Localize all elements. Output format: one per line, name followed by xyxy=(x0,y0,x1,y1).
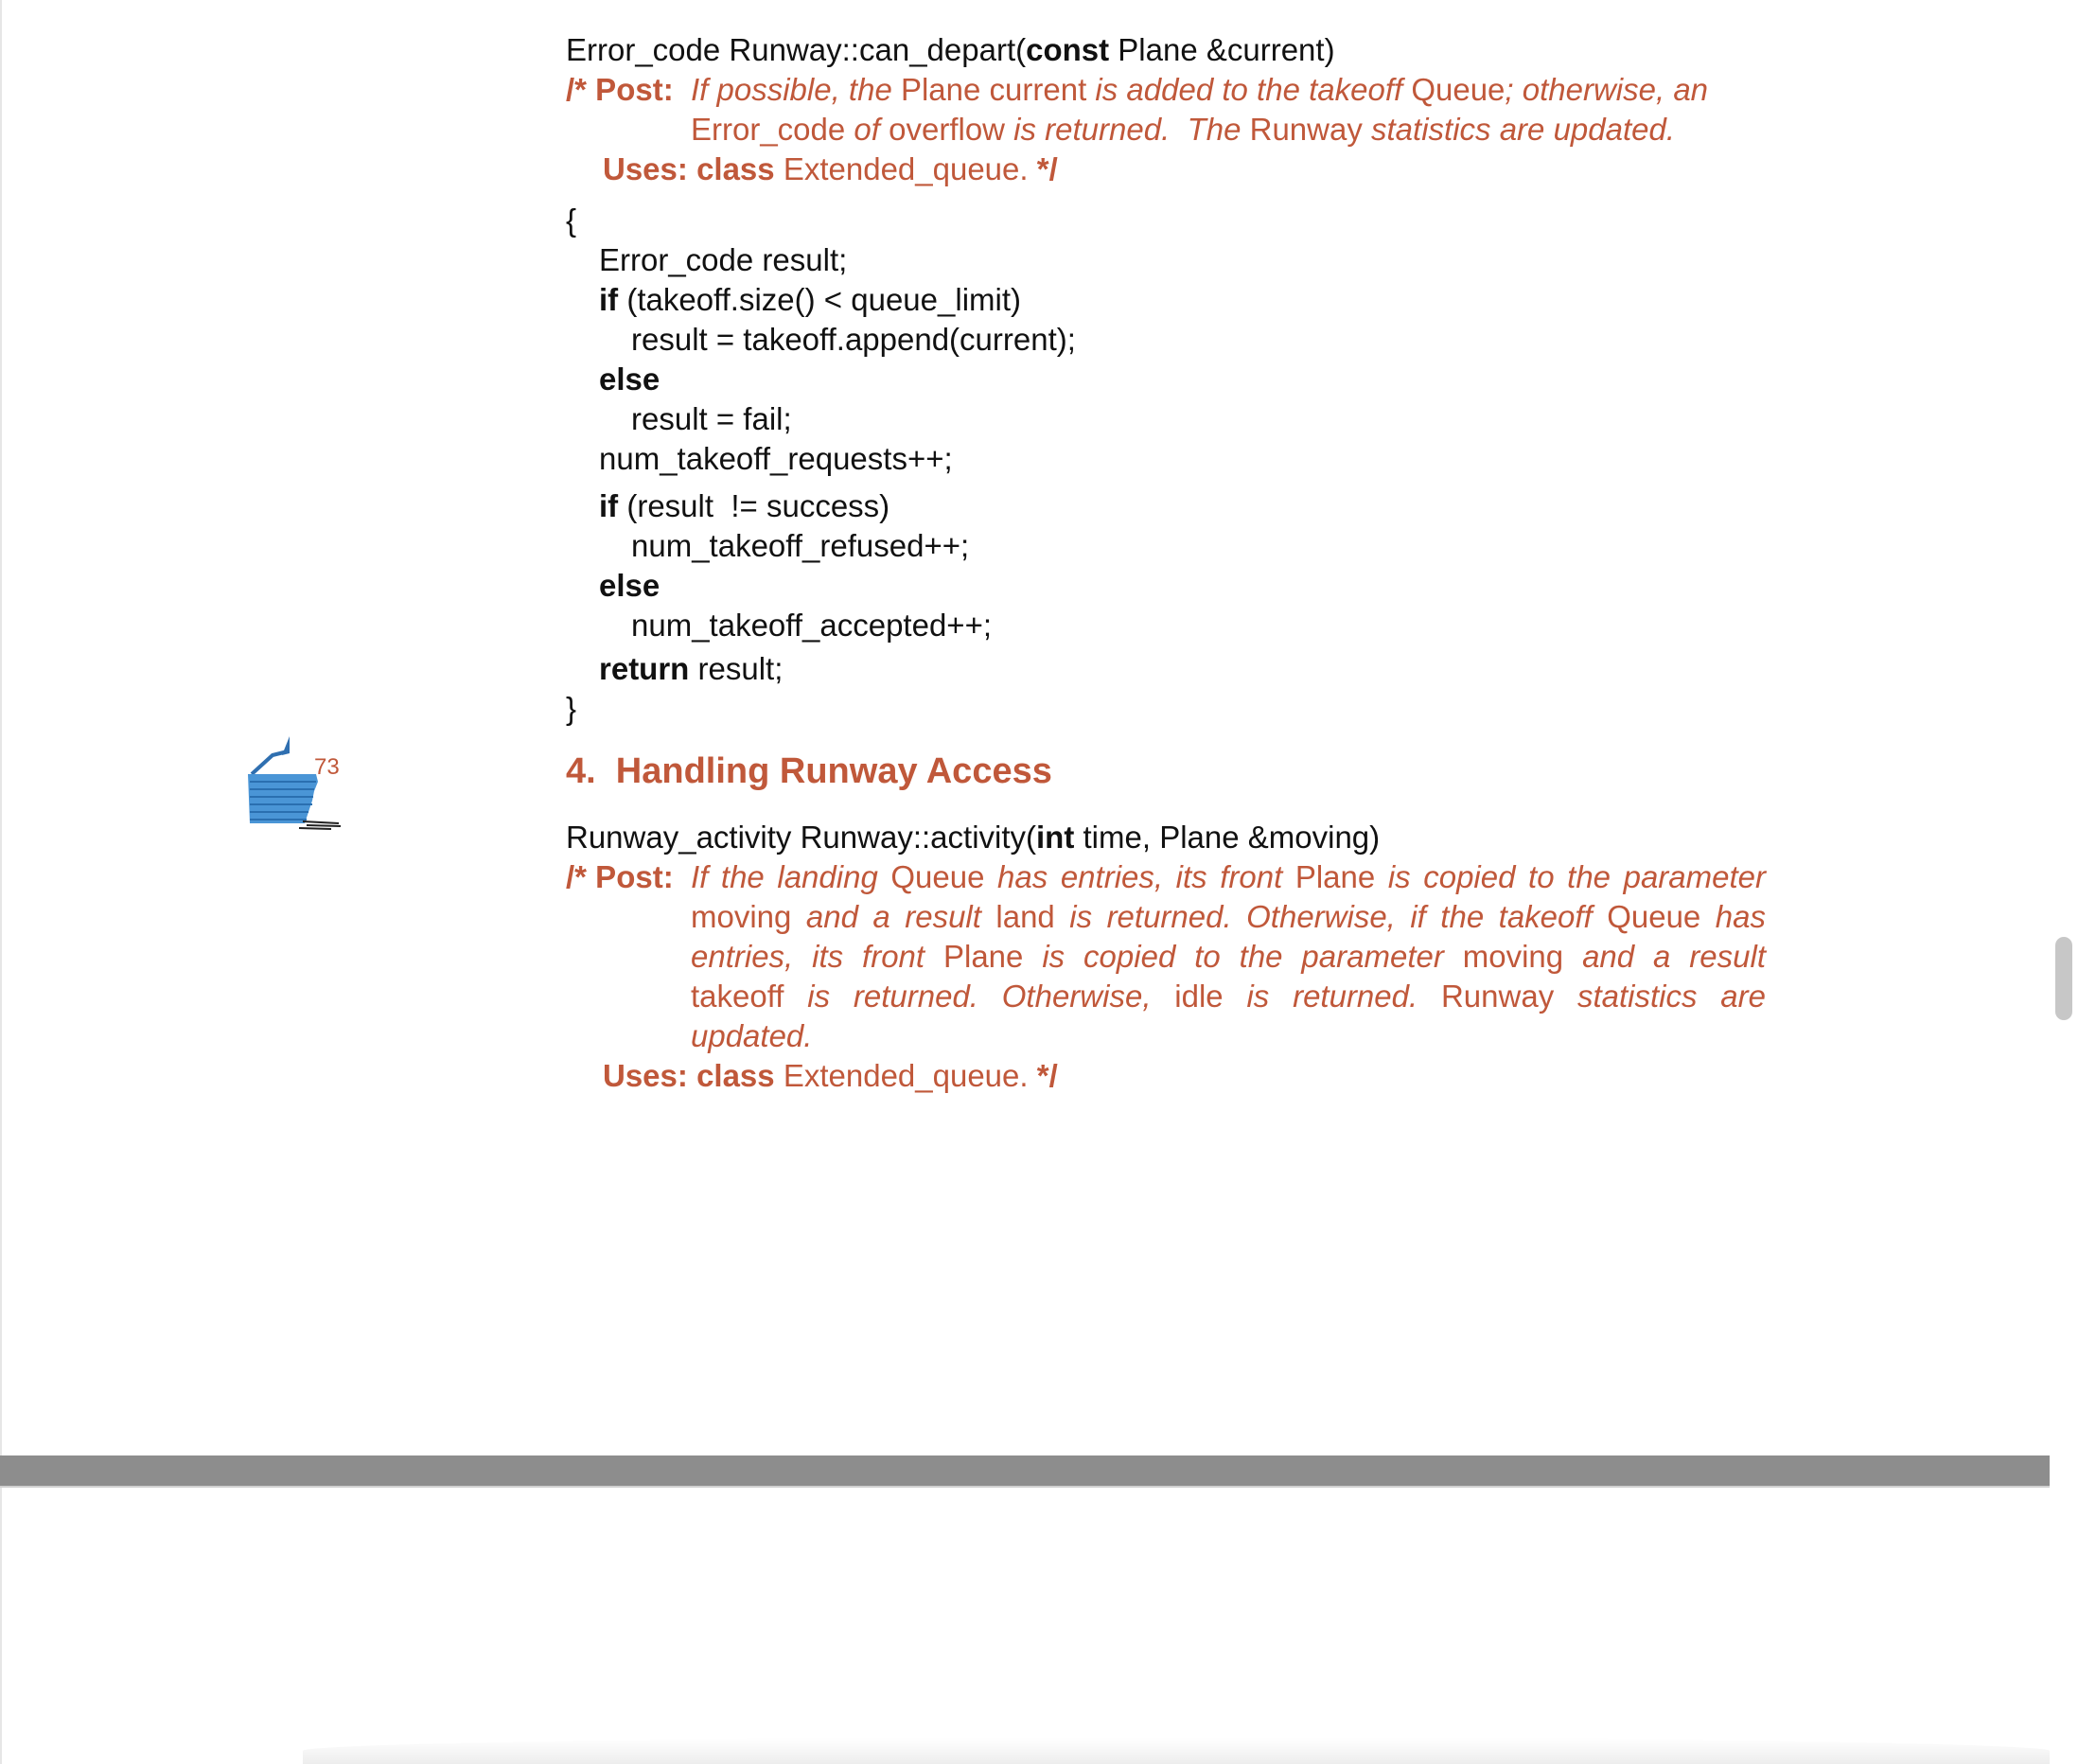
section-heading: 4. Handling Runway Access xyxy=(566,751,1052,791)
keyword-else: else xyxy=(599,362,660,397)
ship-margin-icon xyxy=(244,732,350,831)
uses-comment xyxy=(603,1056,1058,1096)
code-line: num_takeoff_refused++; xyxy=(631,528,970,563)
sig-scope: :: xyxy=(841,32,859,67)
post-code: Queue xyxy=(877,859,998,894)
post-comment-text-2 xyxy=(691,110,1675,150)
keyword-if: if xyxy=(599,488,619,523)
code-line: Error_code result; xyxy=(599,242,848,277)
post-code: land xyxy=(980,899,1070,934)
uses-text: Extended_queue. xyxy=(774,151,1037,186)
uses-label: Uses: xyxy=(603,151,688,186)
code-text: result; xyxy=(689,651,784,686)
post-comment-text-1 xyxy=(691,70,1708,110)
post-comment-line-1 xyxy=(566,70,674,110)
code-text: (takeoff.size() < queue_limit) xyxy=(618,282,1021,317)
post-marker: /* Post: xyxy=(566,72,674,107)
post-text: If possible, the xyxy=(691,72,892,107)
post-text: is copied to the parameter xyxy=(1387,859,1766,894)
code-line: result = fail; xyxy=(631,401,792,436)
post-code: Queue xyxy=(1592,899,1716,934)
next-page xyxy=(0,1488,2052,1764)
post-text: is copied to the parameter xyxy=(1042,939,1444,974)
sig-params: time, Plane &moving) xyxy=(1074,820,1381,855)
post-comment-text-1 xyxy=(691,857,1766,897)
post-code: Error_code xyxy=(691,112,854,147)
code-line xyxy=(599,280,1021,320)
sig-return: Error_code Runway xyxy=(566,32,842,67)
post-comment-text-2 xyxy=(691,897,1766,937)
post-text: of xyxy=(854,112,880,147)
activity-signature xyxy=(566,818,1380,857)
post-text: is returned. Otherwise, xyxy=(807,979,1152,1014)
post-text: has xyxy=(1715,899,1766,934)
post-text: and a result xyxy=(805,899,981,934)
open-brace: { xyxy=(566,203,577,238)
post-text: statistics are updated. xyxy=(1371,112,1676,147)
uses-text: Extended_queue. xyxy=(774,1058,1037,1093)
sig-keyword-const: const xyxy=(1026,32,1110,67)
post-text: is returned. The xyxy=(1013,112,1242,147)
sig-keyword-int: int xyxy=(1036,820,1075,855)
post-text: and a result xyxy=(1582,939,1766,974)
post-comment-text-3 xyxy=(691,937,1766,977)
post-code: moving xyxy=(1443,939,1583,974)
keyword-return: return xyxy=(599,651,690,686)
sig-scope: :: xyxy=(912,820,931,855)
keyword-if: if xyxy=(599,282,619,317)
post-text: has entries, its front xyxy=(997,859,1283,894)
post-comment-text-4 xyxy=(691,977,1766,1016)
post-comment-text-5: updated. xyxy=(691,1018,813,1053)
uses-label: Uses: xyxy=(603,1058,688,1093)
post-code: Plane xyxy=(925,939,1043,974)
post-text: ; otherwise, an xyxy=(1505,72,1709,107)
post-text: is returned. Otherwise, if the takeoff xyxy=(1069,899,1593,934)
scrollbar-thumb[interactable] xyxy=(2055,937,2072,1020)
code-line: num_takeoff_accepted++; xyxy=(631,608,993,643)
keyword-else: else xyxy=(599,568,660,603)
post-code: moving xyxy=(691,899,806,934)
post-code: overflow xyxy=(879,112,1014,147)
code-line: num_takeoff_requests++; xyxy=(599,441,953,476)
sig-name: can_depart( xyxy=(858,32,1027,67)
post-text: entries, its front xyxy=(691,939,925,974)
code-text: (result != success) xyxy=(618,488,890,523)
uses-keyword-class: class xyxy=(696,151,775,186)
post-code: Queue xyxy=(1402,72,1506,107)
margin-page-number: 73 xyxy=(314,754,340,780)
sig-name: activity( xyxy=(930,820,1037,855)
post-text: If the landing xyxy=(691,859,878,894)
uses-comment xyxy=(603,150,1058,189)
close-brace: } xyxy=(566,691,577,726)
post-code: Plane xyxy=(1282,859,1388,894)
page-shadow xyxy=(303,1738,2050,1764)
post-text: statistics are xyxy=(1576,979,1766,1014)
post-code: Runway xyxy=(1418,979,1577,1014)
can-depart-signature xyxy=(566,30,1335,70)
post-comment-line-1 xyxy=(566,857,674,897)
code-line xyxy=(599,486,889,526)
comment-end: */ xyxy=(1036,1058,1058,1093)
post-code: idle xyxy=(1151,979,1247,1014)
code-line: result = takeoff.append(current); xyxy=(631,322,1076,357)
post-code: Plane current xyxy=(891,72,1096,107)
post-code: Runway xyxy=(1241,112,1372,147)
post-text: is returned. xyxy=(1246,979,1418,1014)
uses-keyword-class: class xyxy=(696,1058,775,1093)
page-separator xyxy=(0,1455,2050,1486)
sig-params: Plane &current) xyxy=(1109,32,1335,67)
code-line xyxy=(599,649,783,689)
sig-return: Runway_activity Runway xyxy=(566,820,913,855)
post-code: takeoff xyxy=(691,979,808,1014)
post-marker: /* Post: xyxy=(566,859,674,894)
post-text: is added to the takeoff xyxy=(1095,72,1403,107)
comment-end: */ xyxy=(1036,151,1058,186)
